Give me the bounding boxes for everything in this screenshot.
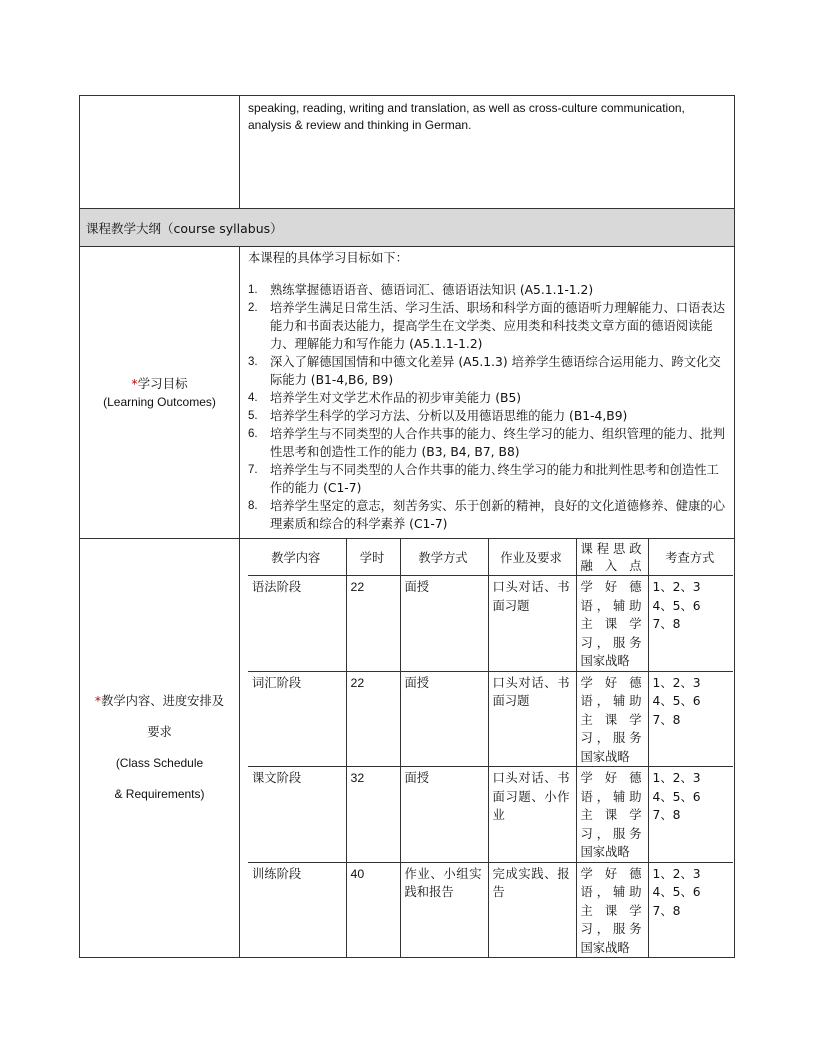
intro-row bbox=[80, 96, 735, 209]
syllabus-table bbox=[79, 95, 735, 958]
learning-outcome-item bbox=[248, 425, 728, 461]
class-schedule-table bbox=[248, 539, 733, 957]
schedule-row bbox=[248, 671, 733, 767]
learning-outcome-number: 1. bbox=[248, 284, 258, 296]
assessment-line: 4、5、6 bbox=[652, 694, 701, 708]
schedule-method-cell: 面授 bbox=[400, 767, 488, 863]
learning-outcome-item bbox=[248, 281, 728, 299]
header-ideology: 课程思政融入点 bbox=[576, 539, 648, 576]
learning-outcome-number: 3. bbox=[248, 356, 258, 368]
learning-outcomes-label-en: (Learning Outcomes) bbox=[103, 394, 216, 409]
learning-outcome-text: 深入了解德国国情和中德文化差异 (A5.1.3) 培养学生德语综合运用能力、跨文化交际能力 (B1-4,B6, B9) bbox=[270, 355, 721, 387]
class-schedule-label-en-1: (Class Schedule bbox=[115, 756, 204, 770]
schedule-assessment-cell bbox=[648, 671, 733, 767]
syllabus-header-row bbox=[80, 209, 735, 247]
class-schedule-label-en-2: & Requirements) bbox=[114, 787, 205, 801]
schedule-method-cell: 面授 bbox=[400, 576, 488, 672]
learning-outcome-number: 7. bbox=[248, 464, 258, 476]
learning-outcomes-label bbox=[80, 247, 240, 539]
learning-outcome-item bbox=[248, 389, 728, 407]
learning-outcome-text: 培养学生坚定的意志，刻苦务实、乐于创新的精神，良好的文化道德修养、健康的心理素质和综合的科学素养 (C1-7) bbox=[270, 499, 725, 531]
learning-outcome-text: 熟练掌握德语语音、德语词汇、德语语法知识 (A5.1.1-1.2) bbox=[270, 283, 594, 297]
schedule-assessment-cell bbox=[648, 862, 733, 957]
class-schedule-label bbox=[80, 539, 240, 958]
schedule-homework-cell: 口头对话、书面习题、小作业 bbox=[488, 767, 576, 863]
schedule-method-cell: 作业、小组实践和报告 bbox=[400, 862, 488, 957]
assessment-line: 4、5、6 bbox=[652, 789, 701, 804]
learning-outcome-number: 8. bbox=[248, 500, 258, 512]
schedule-homework-cell: 完成实践、报告 bbox=[488, 862, 576, 957]
schedule-hours-cell: 22 bbox=[346, 576, 400, 672]
learning-outcome-item bbox=[248, 461, 728, 497]
learning-outcome-item bbox=[248, 497, 728, 533]
learning-outcomes-row bbox=[80, 247, 735, 539]
schedule-assessment-cell bbox=[648, 576, 733, 672]
assessment-line: 7、8 bbox=[652, 808, 681, 822]
learning-outcome-number: 2. bbox=[248, 302, 258, 314]
learning-outcome-text: 培养学生与不同类型的人合作共事的能力、终生学习的能力、组织管理的能力、批判性思考和创造性工作的能力 (B3, B4, B7, B8) bbox=[270, 427, 725, 459]
syllabus-header: 课程教学大纲（course syllabus） bbox=[80, 209, 735, 247]
schedule-content-cell: 语法阶段 bbox=[248, 576, 346, 672]
header-content: 教学内容 bbox=[248, 539, 346, 576]
learning-outcome-number: 6. bbox=[248, 428, 258, 440]
schedule-row bbox=[248, 767, 733, 863]
learning-outcome-text: 培养学生满足日常生活、学习生活、职场和科学方面的德语听力理解能力、口语表达能力和书面表达能力，提高学生在文学类、应用类和科技类文章方面的德语阅读能力、理解能力和写作能力 (A5.1.1-1.2) bbox=[270, 301, 725, 351]
assessment-line: 1、2、3 bbox=[652, 771, 701, 785]
class-schedule-row bbox=[80, 539, 735, 958]
header-assessment: 考查方式 bbox=[648, 539, 733, 576]
required-mark: * bbox=[131, 375, 138, 391]
assessment-line: 4、5、6 bbox=[652, 885, 701, 899]
intro-text: speaking, reading, writing and translation, as well as cross-culture communication, analysis & review and thinking in German. bbox=[240, 96, 735, 209]
assessment-line: 7、8 bbox=[652, 617, 681, 631]
schedule-hours-cell: 32 bbox=[346, 767, 400, 863]
schedule-content-cell: 词汇阶段 bbox=[248, 671, 346, 767]
header-homework: 作业及要求 bbox=[488, 539, 576, 576]
schedule-hours-cell: 40 bbox=[346, 862, 400, 957]
class-schedule-label-cn-1: 教学内容、进度安排及 bbox=[101, 694, 225, 708]
schedule-assessment-cell bbox=[648, 767, 733, 863]
learning-outcome-item bbox=[248, 299, 728, 353]
schedule-header-row bbox=[248, 539, 733, 576]
schedule-content-cell: 训练阶段 bbox=[248, 862, 346, 957]
learning-outcomes-intro: 本课程的具体学习目标如下： bbox=[248, 251, 408, 265]
assessment-line: 1、2、3 bbox=[652, 866, 701, 881]
assessment-line: 1、2、3 bbox=[652, 675, 701, 690]
learning-outcomes-list bbox=[248, 281, 728, 533]
learning-outcome-item bbox=[248, 353, 728, 389]
intro-left-cell bbox=[80, 96, 240, 209]
assessment-line: 4、5、6 bbox=[652, 598, 701, 613]
schedule-row bbox=[248, 862, 733, 957]
learning-outcome-item bbox=[248, 407, 728, 425]
schedule-body bbox=[248, 576, 733, 958]
assessment-line: 1、2、3 bbox=[652, 580, 701, 594]
assessment-line: 7、8 bbox=[652, 712, 681, 727]
learning-outcome-number: 5. bbox=[248, 410, 258, 422]
learning-outcomes-label-cn: 学习目标 bbox=[137, 375, 188, 391]
schedule-homework-cell: 口头对话、书面习题 bbox=[488, 576, 576, 672]
class-schedule-label-cn-2: 要求 bbox=[147, 725, 172, 739]
schedule-ideology-cell: 学好德语，辅助主课学习，服务国家战略 bbox=[576, 767, 648, 863]
schedule-ideology-cell: 学好德语，辅助主课学习，服务国家战略 bbox=[576, 671, 648, 767]
schedule-method-cell: 面授 bbox=[400, 671, 488, 767]
assessment-line: 7、8 bbox=[652, 903, 681, 918]
schedule-row bbox=[248, 576, 733, 672]
header-method: 教学方式 bbox=[400, 539, 488, 576]
schedule-hours-cell: 22 bbox=[346, 671, 400, 767]
required-mark: * bbox=[94, 694, 102, 708]
learning-outcome-number: 4. bbox=[248, 392, 258, 404]
class-schedule-content bbox=[240, 539, 735, 958]
schedule-content-cell: 课文阶段 bbox=[248, 767, 346, 863]
syllabus-document bbox=[79, 95, 735, 958]
header-hours: 学时 bbox=[346, 539, 400, 576]
learning-outcomes-content bbox=[240, 247, 735, 539]
learning-outcome-text: 培养学生对文学艺术作品的初步审美能力 (B5) bbox=[270, 391, 522, 405]
schedule-ideology-cell: 学好德语，辅助主课学习，服务国家战略 bbox=[576, 576, 648, 672]
schedule-ideology-cell: 学好德语，辅助主课学习，服务国家战略 bbox=[576, 862, 648, 957]
learning-outcome-text: 培养学生与不同类型的人合作共事的能力､终生学习的能力和批判性思考和创造性工作的能力 (C1-7) bbox=[270, 463, 719, 495]
learning-outcome-text: 培养学生科学的学习方法、分析以及用德语思维的能力 (B1-4,B9) bbox=[270, 409, 628, 423]
schedule-homework-cell: 口头对话、书面习题 bbox=[488, 671, 576, 767]
